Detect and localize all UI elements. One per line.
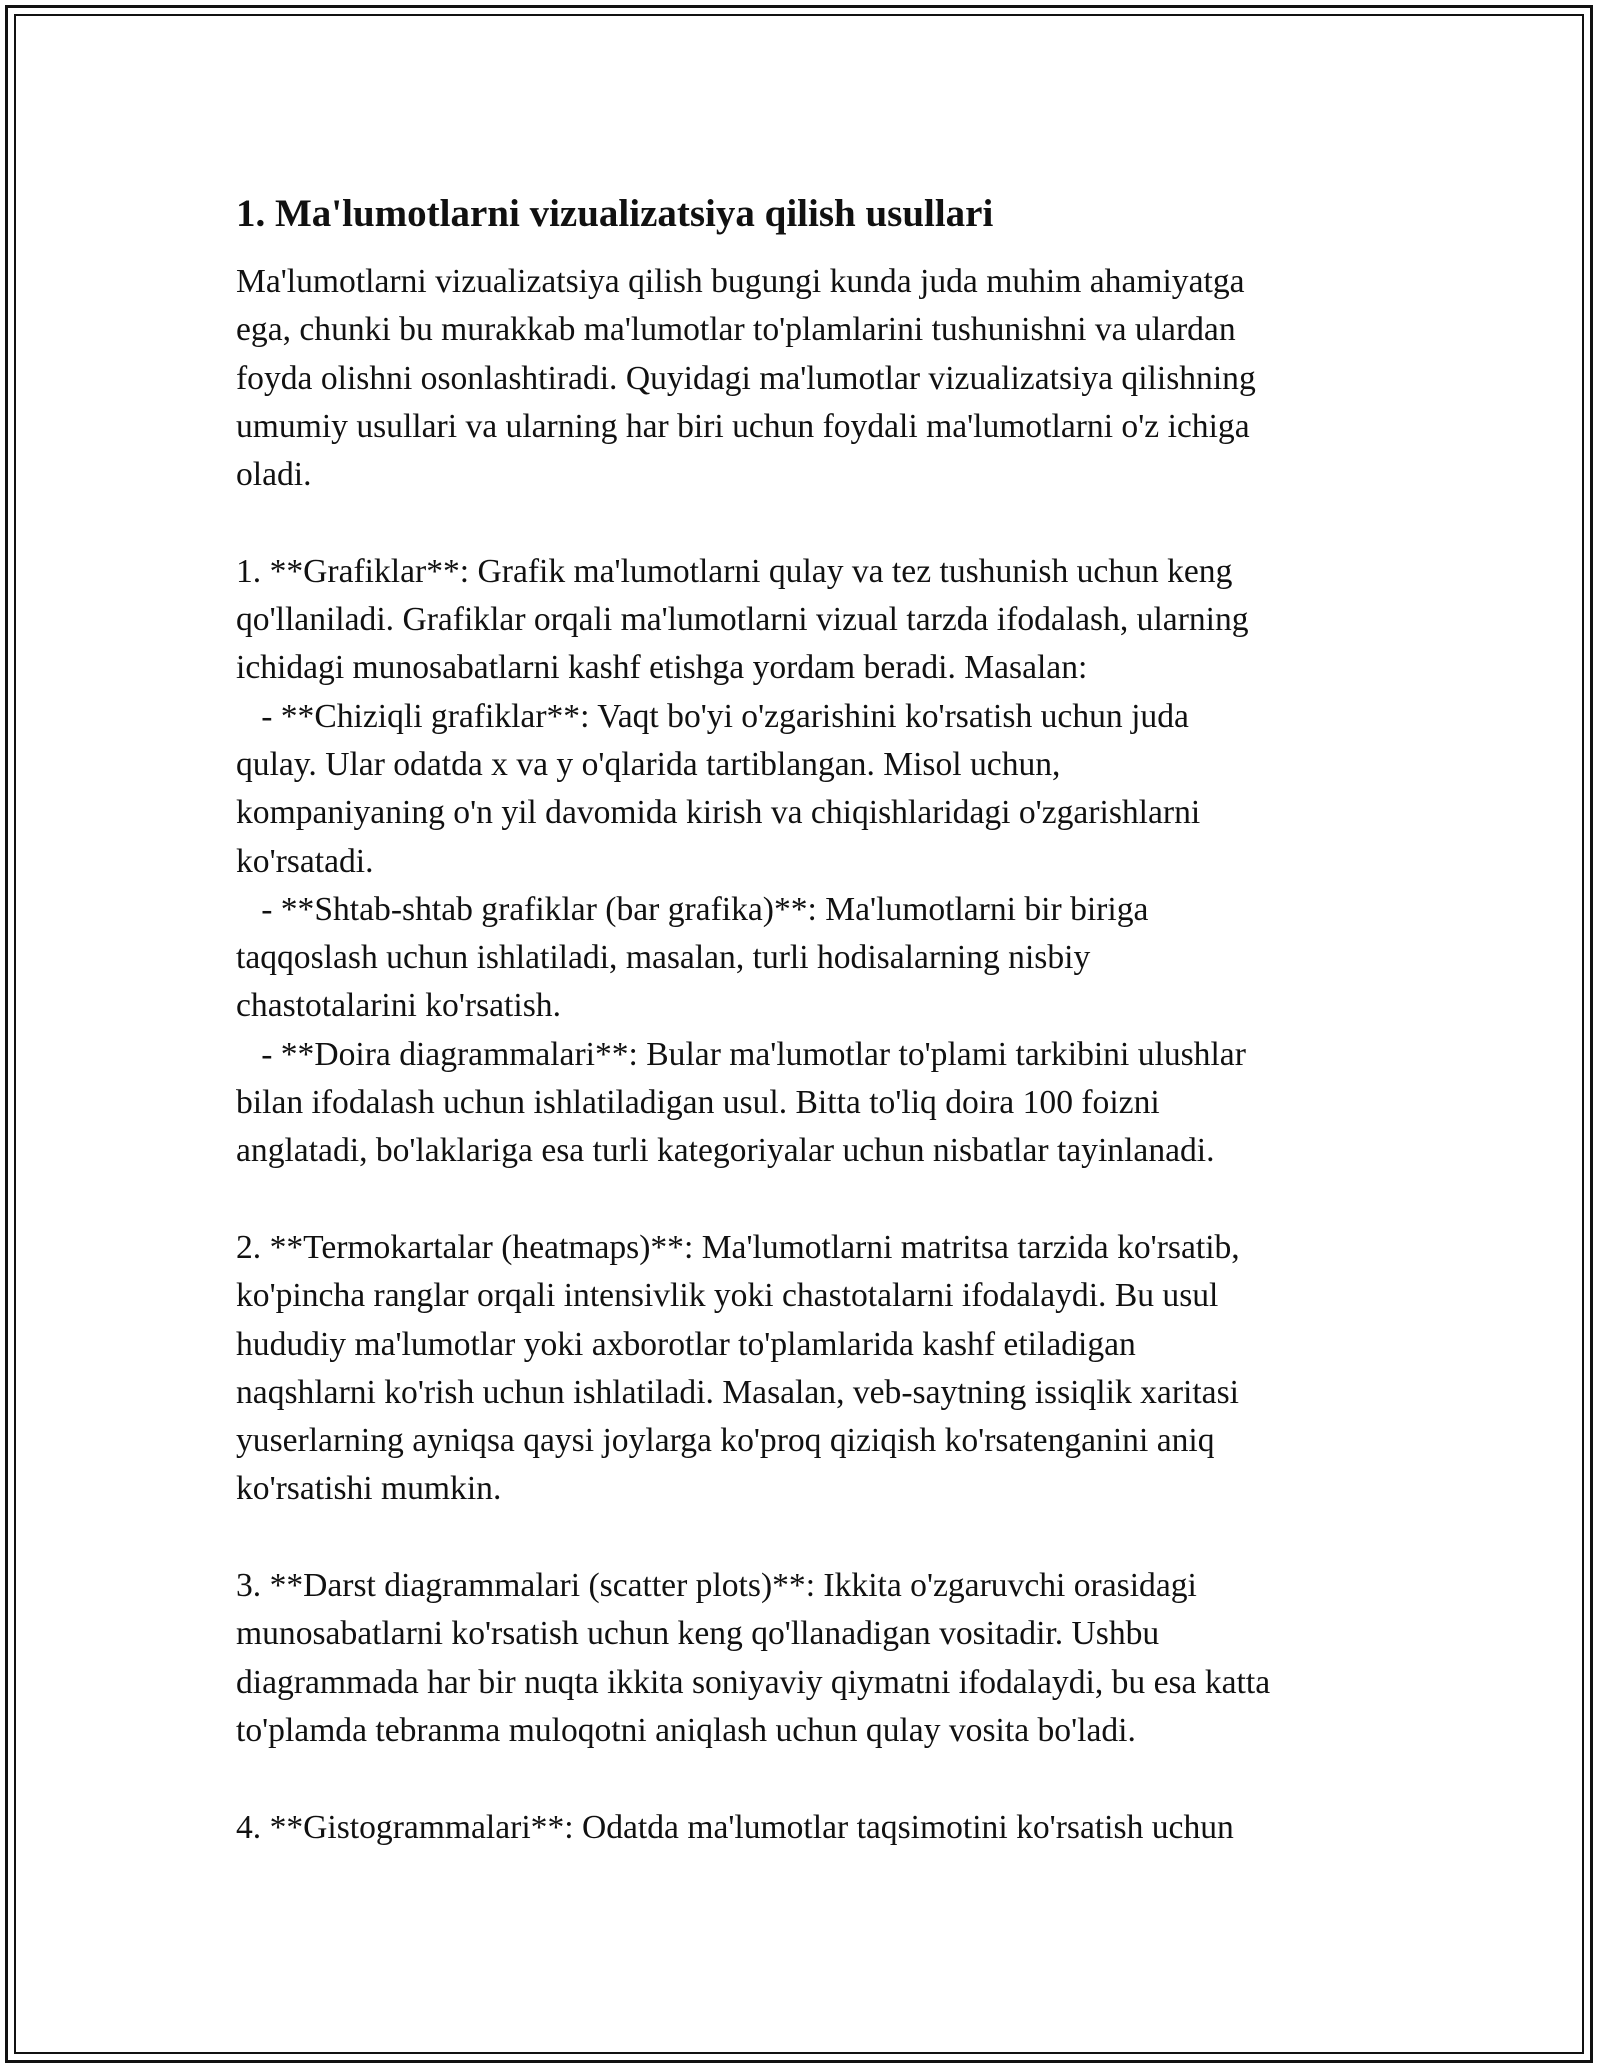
document-content (236, 186, 1376, 1852)
document-title: 1. Ma'lumotlarni vizualizatsiya qilish usullari (236, 192, 994, 235)
document-body: Ma'lumotlarni vizualizatsiya qilish bugungi kunda juda muhim ahamiyatga ega, chunki bu murakkab ma'lumotlar to'plamlarini tushunishni va ulardan foyda olishni osonlashtiradi. Quyidagi ma'lumotlar vizualizatsiya qilishning umumiy usullari va ularning har biri uchun foydali ma'lumotlarni o'z ichiga oladi. 1. **Grafiklar**: Grafik ma'lumotlarni qulay va tez tushunish uchun keng qo'llaniladi. Grafiklar orqali ma'lumotlarni vizual tarzda ifodalash, ularning ichidagi munosabatlarni kashf etishga yordam beradi. Masalan: - **Chiziqli grafiklar**: Vaqt bo'yi o'zgarishini ko'rsatish uchun juda qulay. Ular odatda x va y o'qlarida tartiblangan. Misol uchun, kompaniyaning o'n yil davomida kirish va chiqishlaridagi o'zgarishlarni ko'rsatadi. - **Shtab-shtab grafiklar (bar grafika)**: Ma'lumotlarni bir biriga taqqoslash uchun ishlatiladi, masalan, turli hodisalarning nisbiy chastotalarini ko'rsatish. - **Doira diagrammalari**: Bular ma'lumotlar to'plami tarkibini ulushlar bilan ifodalash uchun ishlatiladigan usul. Bitta to'liq doira 100 foizni anglatadi, bo'laklariga esa turli kategoriyalar uchun nisbatlar tayinlanadi. 2. **Termokartalar (heatmaps)**: Ma'lumotlarni matritsa tarzida ko'rsatib, ko'pincha ranglar orqali intensivlik yoki chastotalarni ifodalaydi. Bu usul hududiy ma'lumotlar yoki axborotlar to'plamlarida kashf etiladigan naqshlarni ko'rish uchun ishlatiladi. Masalan, veb-saytning issiqlik xaritasi yuserlarning ayniqsa qaysi joylarga ko'proq qiziqish ko'rsatenganini aniq ko'rsatishi mumkin. 3. **Darst diagrammalari (scatter plots)**: Ikkita o'zgaruvchi orasidagi munosabatlarni ko'rsatish uchun keng qo'llanadigan vositadir. Ushbu diagrammada har bir nuqta ikkita soniyaviy qiymatni ifodalaydi, bu esa katta to'plamda tebranma muloqotni aniqlash uchun qulay vosita bo'ladi. 4. **Gistogrammalari**: Odatda ma'lumotlar taqsimotini ko'rsatish uchun (236, 263, 1271, 1846)
